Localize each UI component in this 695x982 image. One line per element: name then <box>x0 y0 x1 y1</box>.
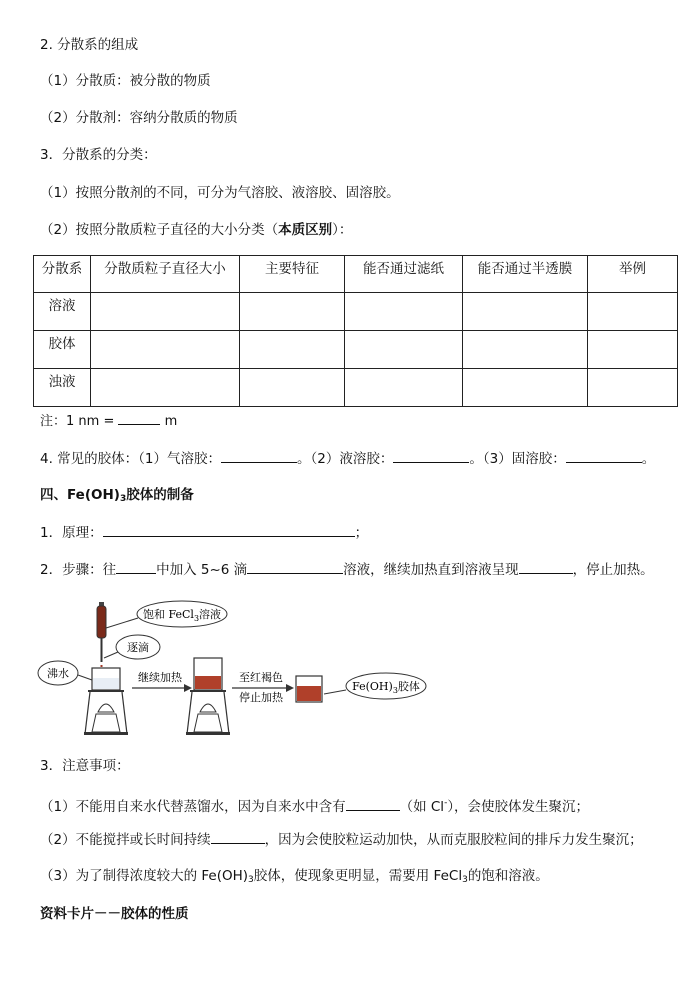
principle-blank[interactable] <box>103 523 355 537</box>
heading-text: 四、Fe(OH) <box>40 487 120 503</box>
answer-cell[interactable] <box>463 331 588 369</box>
steps-blank-2[interactable] <box>247 560 343 574</box>
note-2-text: （2）不能搅拌或长时间持续 <box>40 832 211 848</box>
note-2-text: ，因为会使胶粒运动加快，从而克服胶粒间的排斥力发生聚沉； <box>264 832 643 848</box>
part-4-heading <box>40 486 194 508</box>
answer-cell[interactable] <box>91 369 240 407</box>
table-header-row <box>34 256 678 293</box>
subscript: 3 <box>462 875 468 885</box>
section-2-title: 2. 分散系的组成 <box>40 37 139 53</box>
row-label: 胶体 <box>34 331 91 369</box>
steps-text: 2．步骤：往 <box>40 562 117 578</box>
principle-end: ； <box>354 525 369 541</box>
section-2-item-2: （2）分散剂：容纳分散质的物质 <box>40 110 238 126</box>
end-mark: 。 <box>641 451 656 467</box>
header-cell: 主要特征 <box>240 256 345 293</box>
table-row <box>34 369 678 407</box>
answer-cell[interactable] <box>588 331 678 369</box>
heating-setup-icon <box>186 658 230 735</box>
preparation-diagram <box>36 600 436 745</box>
header-cell: 能否通过滤纸 <box>345 256 463 293</box>
section-3-item-2 <box>40 221 352 239</box>
nm-blank[interactable] <box>118 411 160 425</box>
answer-cell[interactable] <box>588 369 678 407</box>
answer-cell[interactable] <box>91 293 240 331</box>
bubble-fecl3-text: 饱和 FeCl$_3$溶液 <box>142 608 222 623</box>
row-label: 浊液 <box>34 369 91 407</box>
dropper-icon <box>97 602 106 662</box>
answer-cell[interactable] <box>588 293 678 331</box>
steps-line <box>40 560 654 579</box>
answer-cell[interactable] <box>345 331 463 369</box>
arrow-label-red-brown: 至红褐色 <box>239 671 283 684</box>
arrow-label-stop-heating: 停止加热 <box>239 691 283 704</box>
steps-blank-1[interactable] <box>116 560 156 574</box>
steps-blank-3[interactable] <box>519 560 573 574</box>
steps-text: 溶液，继续加热直到溶液呈现 <box>343 562 519 578</box>
note-3-text: 的饱和溶液。 <box>467 868 549 884</box>
superscript: - <box>444 798 448 808</box>
steps-text: ，停止加热。 <box>572 562 654 578</box>
unit-note <box>40 411 177 431</box>
note-1 <box>40 794 589 816</box>
solid-sol-label: 。（3）固溶胶： <box>469 451 566 467</box>
bubble-water-text: 沸水 <box>47 667 69 680</box>
header-cell: 分散系 <box>34 256 91 293</box>
table-row <box>34 331 678 369</box>
row-label: 溶液 <box>34 293 91 331</box>
item-2-end: ）： <box>332 222 353 238</box>
answer-cell[interactable] <box>463 369 588 407</box>
result-beaker-icon <box>296 676 322 702</box>
header-cell: 举例 <box>588 256 678 293</box>
liquid-sol-blank[interactable] <box>393 449 469 463</box>
aerosol-label: 4. 常见的胶体：（1）气溶胶： <box>40 451 222 467</box>
essential-difference: 本质区别 <box>278 222 333 238</box>
section-3-title: 3．分散系的分类： <box>40 147 157 163</box>
answer-cell[interactable] <box>240 331 345 369</box>
dispersion-table <box>33 255 678 407</box>
note-2-blank[interactable] <box>211 830 265 844</box>
principle-line <box>40 523 368 542</box>
info-card-heading: 资料卡片－－胶体的性质 <box>40 906 189 922</box>
subscript: 3 <box>248 875 254 885</box>
colloid-liquid <box>195 676 221 689</box>
aerosol-blank[interactable] <box>221 449 297 463</box>
steps-text: 中加入 5~6 滴 <box>156 562 248 578</box>
note-3-text: 胶体，使现象更明显，需要用 FeCl <box>253 868 463 884</box>
answer-cell[interactable] <box>240 293 345 331</box>
section-3-item-1: （1）按照分散剂的不同，可分为气溶胶、液溶胶、固溶胶。 <box>40 185 400 201</box>
bubble-result-text: $Fe(OH)_3$胶体 <box>352 680 420 695</box>
note-3 <box>40 867 549 889</box>
section-4 <box>40 449 655 468</box>
note-text: 注：1 nm = <box>40 414 119 429</box>
arrow-label-continue-heating: 继续加热 <box>138 671 182 684</box>
answer-cell[interactable] <box>463 293 588 331</box>
answer-cell[interactable] <box>345 369 463 407</box>
note-1-blank[interactable] <box>346 797 400 811</box>
notes-title: 3．注意事项： <box>40 758 130 774</box>
note-1-text: ），会使胶体发生聚沉； <box>447 799 590 815</box>
liquid-sol-label: 。（2）液溶胶： <box>297 451 394 467</box>
answer-cell[interactable] <box>240 369 345 407</box>
answer-cell[interactable] <box>345 293 463 331</box>
item-2-text: （2）按照分散质粒子直径的大小分类（ <box>40 222 279 238</box>
header-cell: 分散质粒子直径大小 <box>91 256 240 293</box>
section-2-item-1: （1）分散质：被分散的物质 <box>40 73 211 89</box>
note-3-text: （3）为了制得浓度较大的 Fe(OH) <box>40 868 249 884</box>
header-cell: 能否通过半透膜 <box>463 256 588 293</box>
subscript: 3 <box>119 494 127 504</box>
note-unit: m <box>160 414 178 429</box>
note-1-text: （1）不能用自来水代替蒸馏水，因为自来水中含有 <box>40 799 346 815</box>
table-row <box>34 293 678 331</box>
principle-label: 1．原理： <box>40 525 103 541</box>
heading-text-end: 胶体的制备 <box>126 487 194 503</box>
bubble-drop-text: 逐滴 <box>127 641 149 654</box>
heating-setup-icon <box>84 668 128 735</box>
note-1-text: （如 Cl <box>399 799 445 815</box>
note-2 <box>40 830 643 849</box>
solid-sol-blank[interactable] <box>566 449 642 463</box>
answer-cell[interactable] <box>91 331 240 369</box>
